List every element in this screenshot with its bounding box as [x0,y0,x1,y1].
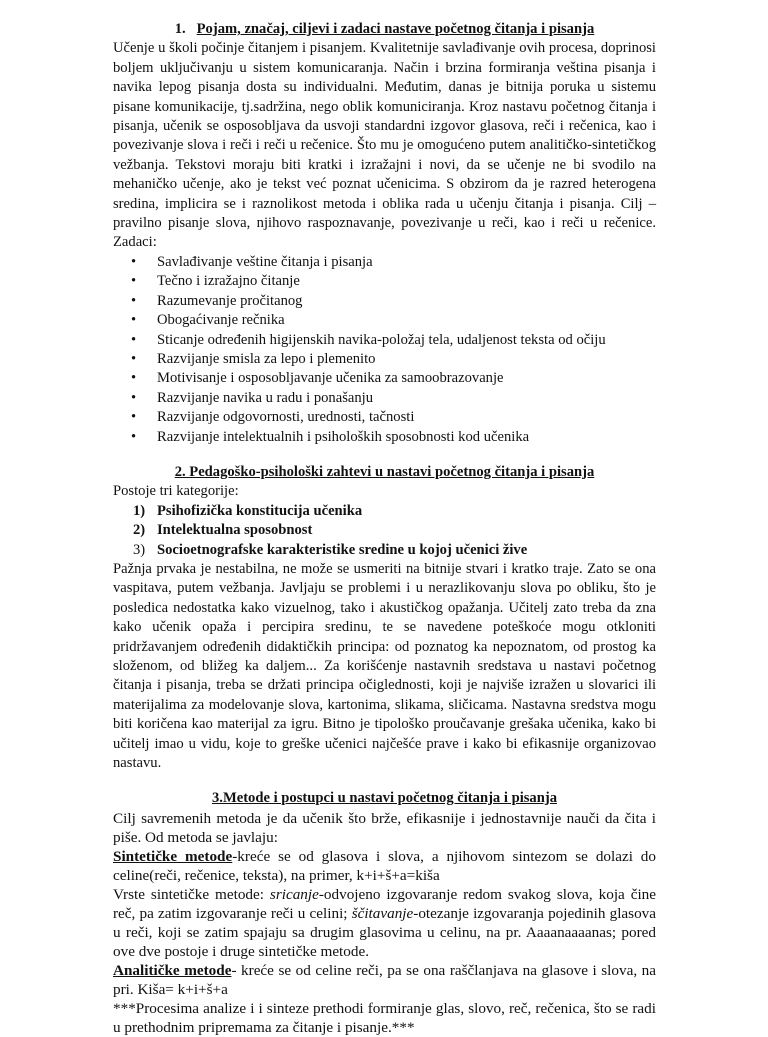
section-3-goal: Cilj savremenih metoda je da učenik što brže, efikasnije i jednostavnije nauči da čita i piše. Od metoda se javlaju: [113,809,656,846]
section-3-note: ***Procesima analize i i sinteze prethodi formiranje glas, slovo, reč, rečenica, što se radi u prethodnim pripremama za čitanje i pisanje.*** [113,999,656,1036]
section-1-title: Pojam, značaj, ciljevi i zadaci nastave početnog čitanja i pisanja [196,21,595,37]
synthetic-types-lead: Vrste sintetičke metode: [113,885,270,903]
task-item: • Razvijanje navika u radu i ponašanju [157,389,656,408]
section-1-paragraph: Učenje u školi počinje čitanjem i pisanjem. Kvalitetnije savlađivanje ovih procesa, doprinosi boljem uključivanju u sistem komunicaranja. Način i brzina formiranja veština pisanja i navika lepog pisanja dosta su individualni. Međutim, danas je bitnija poruka u sistemu pisane komunikacije, tj.sadržina, nego oblik komuniciranja. Kroz nastavu početnog čitanja i pisanja, učenik se osposobljava da usvoji standardni izgovor glasova, reči i rečenica, kao i povezivanje slova i reči i reči u rečenice. Što mu je omogućeno putem analitičko-sintetičkog vežbanja. Tekstovi moraju biti kratki i izražajni i novi, da se učenje ne bi svodilo na mehaničko učenje, ako je tekst već poznat učenicima. S obzirom da je razred heterogena sredina, implicira se i raznolikost metoda i oblika rada u učenju čitanja i pisanja. Cilj – pravilno pisanje slova, njihovo raspoznavanje, povezivanje u reči, kao i reči u rečenice. Zadaci: [113,40,656,251]
category-item [133,521,656,540]
category-item [133,502,656,521]
section-3-title: 3.Metode i postupci u nastavi početnog čitanja i pisanja [212,790,557,807]
sricanje-text: -odvojeno izgovaranje redom svakog slova, koja čine reč, pa zatim izgovaranje reči u celini; [113,885,657,922]
synthetic-methods-text: -kreće se od glasova i slova, a njihovom sintezom se dolazi do celine(reči, rečenice, teksta), na primer, k+i+š+a=kiša [113,847,656,884]
synthetic-methods-paragraph [113,847,656,885]
category-text: Psihofizička konstitucija učenika [157,502,363,519]
task-item: • Razumevanje pročitanog [157,292,656,311]
category-text: Socioetnografske karakteristike sredine u kojoj učenici žive [157,541,528,558]
section-2-paragraph: Pažnja prvaka je nestabilna, ne može se usmeriti na bitnije stvari i kratko traje. Zato se ona vaspitava, putem vežbanja. Javljaju se problemi i u nerazlikovanju slova po obliku, što je posledica nedostatka kako vizuelnog, tako i akustičkog opažanja. Učitelj zato treba da zna kako učenik opaža i percipira sredinu, te se navedene poteškoće mogu otkloniti pridržavanjem određenih didaktičkih principa: od poznatog ka nepoznatom, od prostog ka složenom, od bližeg ka daljem... Za korišćenje nastavnih sredstava u nastavi početnog čitanja i pisanja, treba se držati principa očiglednosti, koji je najviše izražen u slovarici ili materijalima za modelovanje slova, kartonima, slikama, sličicama. Nastavna sredstva mogu biti koričena kao materijal za igru. Bitno je tipološko proučavanje grešaka učenika, kako bi učitelj imao u vidu, koje to greške učenici najčešće prave i kako bi efikasnije organizovao nastavu. [113,560,656,772]
category-number: 1) [133,502,146,519]
analytic-methods-term: Analitičke metode [113,961,232,979]
task-item: • Razvijanje odgovornosti, urednosti, tačnosti [157,408,656,427]
sricanje-term: sricanje [269,885,319,903]
task-item: • Tečno i izražajno čitanje [157,272,656,291]
scitavanje-text: -otezanje izgovaranja pojedinih glasova u reči, koji se zatim spajaju sa drugim glasovima u celinu, na pr. Aaaanaaaanas; pored ove dve postoje i druge sintetičke metode. [113,904,656,960]
analytic-methods-text: - kreće se od celine reči, pa se ona raščlanjava na glasove i slova, na pri. Kiša= k+i+š+a [113,961,656,998]
section-3-body [113,809,656,1037]
synthetic-types-paragraph [113,885,656,961]
tasks-list [113,253,656,447]
task-item: • Sticanje određenih higijenskih navika-položaj tela, udaljenost teksta od očiju [157,331,656,350]
section-1-number: 1. [174,21,186,37]
task-item: • Razvijanje intelektualnih i psiholoških sposobnosti kod učenika [157,428,656,447]
categories-list [113,502,656,560]
analytic-methods-paragraph [113,961,656,999]
task-item: • Razvijanje smisla za lepo i plemenito [157,350,656,369]
section-2-heading [113,463,656,482]
task-item: • Obogaćivanje rečnika [157,311,656,330]
category-number: 3) [133,541,146,558]
section-3-heading [113,789,656,808]
synthetic-methods-term: Sintetičke metode [113,847,233,865]
section-2-title: 2. Pedagoško-psihološki zahtevi u nastavi početnog čitanja i pisanja [174,463,595,480]
section-2-intro: Postoje tri kategorije: [113,483,239,500]
task-item: • Motivisanje i osposobljavanje učenika za samoobrazovanje [157,369,656,388]
category-text: Intelektualna sposobnost [157,522,313,539]
section-1-heading [113,20,656,39]
scitavanje-term: ščitavanje [351,904,414,922]
task-item: • Savlađivanje veštine čitanja i pisanja [157,253,656,272]
category-number: 2) [133,522,146,539]
category-item [133,541,656,560]
